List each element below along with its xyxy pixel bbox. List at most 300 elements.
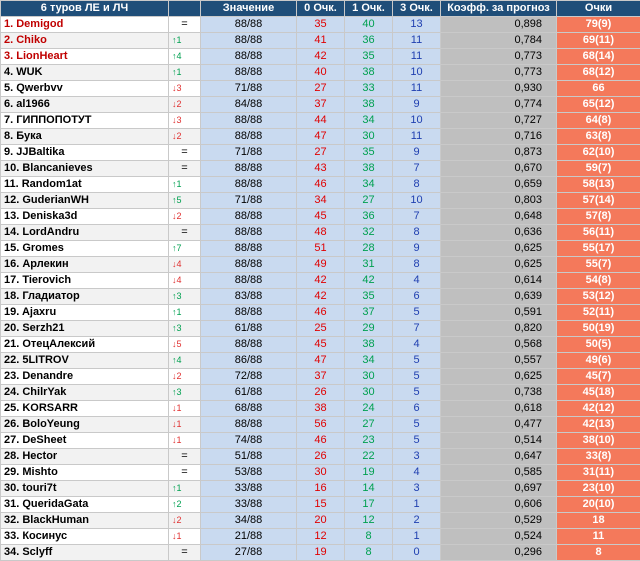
- arrow-up-icon: ↑1: [172, 307, 182, 317]
- table-row: [1, 369, 640, 385]
- equal-sign: =: [172, 465, 197, 480]
- coefficient-value: 0,296: [441, 545, 557, 561]
- coefficient-value: 0,647: [441, 449, 557, 465]
- player-name: 29. Mishto: [1, 465, 169, 481]
- coefficient-value: 0,774: [441, 97, 557, 113]
- equal-sign: =: [172, 449, 197, 464]
- zero-points-count: 30: [297, 465, 345, 481]
- player-name: 4. WUK: [1, 65, 169, 81]
- player-name: 17. Tierovich: [1, 273, 169, 289]
- coefficient-value: 0,585: [441, 465, 557, 481]
- three-points-count: 4: [393, 337, 441, 353]
- table-row: [1, 241, 640, 257]
- games-value: 88/88: [201, 241, 297, 257]
- zero-points-count: 46: [297, 305, 345, 321]
- zero-points-count: 46: [297, 177, 345, 193]
- one-point-count: 30: [345, 129, 393, 145]
- player-name: 21. ОтецАлексий: [1, 337, 169, 353]
- player-name: 12. GuderianWH: [1, 193, 169, 209]
- one-point-count: 34: [345, 353, 393, 369]
- points-value: 50(19): [557, 321, 640, 337]
- points-value: 42(13): [557, 417, 640, 433]
- coefficient-value: 0,727: [441, 113, 557, 129]
- zero-points-count: 12: [297, 529, 345, 545]
- rank-change: [169, 161, 201, 177]
- player-name: 24. ChilrYak: [1, 385, 169, 401]
- three-points-count: 9: [393, 145, 441, 161]
- games-value: 88/88: [201, 17, 297, 33]
- zero-points-count: 46: [297, 433, 345, 449]
- one-point-count: 38: [345, 65, 393, 81]
- zero-points-count: 15: [297, 497, 345, 513]
- one-point-count: 27: [345, 417, 393, 433]
- coefficient-value: 0,784: [441, 33, 557, 49]
- games-value: 53/88: [201, 465, 297, 481]
- equal-sign: =: [172, 17, 197, 32]
- games-value: 88/88: [201, 33, 297, 49]
- one-point-count: 23: [345, 433, 393, 449]
- three-points-count: 11: [393, 129, 441, 145]
- three-points-count: 4: [393, 465, 441, 481]
- one-point-count: 37: [345, 305, 393, 321]
- coefficient-value: 0,618: [441, 401, 557, 417]
- zero-points-count: 47: [297, 129, 345, 145]
- points-value: 64(8): [557, 113, 640, 129]
- one-point-count: 30: [345, 385, 393, 401]
- table-row: [1, 529, 640, 545]
- points-value: 42(12): [557, 401, 640, 417]
- player-name: 18. Гладиатор: [1, 289, 169, 305]
- three-points-count: 1: [393, 497, 441, 513]
- player-name: 5. Qwerbvv: [1, 81, 169, 97]
- points-value: 38(10): [557, 433, 640, 449]
- three-points-count: 9: [393, 241, 441, 257]
- player-name: 16. Арлекин: [1, 257, 169, 273]
- rank-change: [169, 449, 201, 465]
- arrow-up-icon: ↑1: [172, 483, 182, 493]
- zero-points-count: 51: [297, 241, 345, 257]
- table-row: [1, 17, 640, 33]
- rank-change: [169, 225, 201, 241]
- arrow-up-icon: ↑3: [172, 387, 182, 397]
- table-row: [1, 113, 640, 129]
- zero-points-count: 16: [297, 481, 345, 497]
- rank-change: [169, 433, 201, 449]
- zero-points-count: 47: [297, 353, 345, 369]
- equal-sign: =: [172, 161, 197, 176]
- table-row: [1, 81, 640, 97]
- points-value: 20(10): [557, 497, 640, 513]
- points-value: 23(10): [557, 481, 640, 497]
- one-point-count: 27: [345, 193, 393, 209]
- three-points-count: 5: [393, 353, 441, 369]
- coefficient-value: 0,591: [441, 305, 557, 321]
- arrow-down-icon: ↓1: [172, 435, 182, 445]
- points-value: 58(13): [557, 177, 640, 193]
- arrow-up-icon: ↑3: [172, 323, 182, 333]
- arrow-down-icon: ↓5: [172, 339, 182, 349]
- games-value: 88/88: [201, 257, 297, 273]
- games-value: 71/88: [201, 81, 297, 97]
- player-name: 27. DeSheet: [1, 433, 169, 449]
- coefficient-value: 0,636: [441, 225, 557, 241]
- header-row: [1, 1, 640, 17]
- one-point-count: 24: [345, 401, 393, 417]
- zero-points-count: 37: [297, 369, 345, 385]
- one-point-count: 35: [345, 289, 393, 305]
- arrow-up-icon: ↑3: [172, 291, 182, 301]
- arrow-down-icon: ↓3: [172, 115, 182, 125]
- coefficient-value: 0,514: [441, 433, 557, 449]
- zero-points-count: 45: [297, 337, 345, 353]
- table-row: [1, 193, 640, 209]
- rank-change: [169, 81, 201, 97]
- rank-change: [169, 241, 201, 257]
- player-name: 3. LionHeart: [1, 49, 169, 65]
- one-point-count: 17: [345, 497, 393, 513]
- coefficient-value: 0,697: [441, 481, 557, 497]
- three-points-count: 1: [393, 529, 441, 545]
- zero-points-count: 42: [297, 273, 345, 289]
- zero-points-count: 49: [297, 257, 345, 273]
- rank-change: [169, 401, 201, 417]
- table-body: [1, 17, 640, 561]
- player-name: 30. touri7t: [1, 481, 169, 497]
- coefficient-value: 0,639: [441, 289, 557, 305]
- games-value: 86/88: [201, 353, 297, 369]
- three-points-count: 11: [393, 49, 441, 65]
- points-value: 68(12): [557, 65, 640, 81]
- arrow-down-icon: ↓2: [172, 131, 182, 141]
- three-points-count: 9: [393, 97, 441, 113]
- arrow-up-icon: ↑5: [172, 195, 182, 205]
- zero-points-count: 43: [297, 161, 345, 177]
- one-point-count: 42: [345, 273, 393, 289]
- table-row: [1, 337, 640, 353]
- games-value: 33/88: [201, 497, 297, 513]
- points-value: 52(11): [557, 305, 640, 321]
- arrow-up-icon: ↑1: [172, 35, 182, 45]
- table-row: [1, 209, 640, 225]
- zero-points-count: 19: [297, 545, 345, 561]
- points-value: 59(7): [557, 161, 640, 177]
- one-point-count: 35: [345, 49, 393, 65]
- rank-change: [169, 385, 201, 401]
- three-points-count: 5: [393, 433, 441, 449]
- table-row: [1, 545, 640, 561]
- one-point-count: 36: [345, 209, 393, 225]
- table-row: [1, 513, 640, 529]
- rank-change: [169, 289, 201, 305]
- player-name: 11. Random1at: [1, 177, 169, 193]
- player-name: 15. Gromes: [1, 241, 169, 257]
- rank-change: [169, 97, 201, 113]
- rank-change: [169, 145, 201, 161]
- points-value: 49(6): [557, 353, 640, 369]
- table-row: [1, 321, 640, 337]
- coefficient-value: 0,716: [441, 129, 557, 145]
- table-row: [1, 289, 640, 305]
- table-row: [1, 129, 640, 145]
- player-name: 1. Demigod: [1, 17, 169, 33]
- table-row: [1, 497, 640, 513]
- one-point-count: 34: [345, 177, 393, 193]
- rank-change: [169, 513, 201, 529]
- player-name: 25. KORSARR: [1, 401, 169, 417]
- rank-change: [169, 321, 201, 337]
- zero-points-count: 27: [297, 145, 345, 161]
- games-value: 72/88: [201, 369, 297, 385]
- three-points-count: 8: [393, 257, 441, 273]
- three-points-count: 7: [393, 321, 441, 337]
- one-point-count: 38: [345, 161, 393, 177]
- rank-change: [169, 529, 201, 545]
- zero-points-count: 26: [297, 385, 345, 401]
- coefficient-value: 0,648: [441, 209, 557, 225]
- player-name: 32. BlackHuman: [1, 513, 169, 529]
- arrow-up-icon: ↑7: [172, 243, 182, 253]
- table-row: [1, 97, 640, 113]
- points-value: 65(12): [557, 97, 640, 113]
- table-row: [1, 257, 640, 273]
- player-name: 19. Ajaxru: [1, 305, 169, 321]
- three-points-count: 5: [393, 305, 441, 321]
- games-value: 84/88: [201, 97, 297, 113]
- one-point-count: 38: [345, 97, 393, 113]
- zero-points-count: 20: [297, 513, 345, 529]
- one-point-count: 19: [345, 465, 393, 481]
- coefficient-value: 0,625: [441, 241, 557, 257]
- games-value: 88/88: [201, 305, 297, 321]
- arrow-down-icon: ↓1: [172, 419, 182, 429]
- games-value: 88/88: [201, 177, 297, 193]
- points-value: 50(5): [557, 337, 640, 353]
- one-point-count: 14: [345, 481, 393, 497]
- player-name: 13. Deniska3d: [1, 209, 169, 225]
- three-points-count: 10: [393, 193, 441, 209]
- points-value: 45(18): [557, 385, 640, 401]
- three-points-count: 7: [393, 209, 441, 225]
- three-points-count: 10: [393, 113, 441, 129]
- arrow-up-icon: ↑4: [172, 51, 182, 61]
- rank-change: [169, 209, 201, 225]
- one-point-count: 28: [345, 241, 393, 257]
- three-points-count: 3: [393, 481, 441, 497]
- coefficient-value: 0,477: [441, 417, 557, 433]
- equal-sign: =: [172, 225, 197, 240]
- zero-points-count: 40: [297, 65, 345, 81]
- zero-points-count: 45: [297, 209, 345, 225]
- player-name: 6. al1966: [1, 97, 169, 113]
- one-point-count: 35: [345, 145, 393, 161]
- rank-change: [169, 337, 201, 353]
- table-row: [1, 65, 640, 81]
- coefficient-value: 0,625: [441, 369, 557, 385]
- table-row: [1, 401, 640, 417]
- header-coefficient: Коэфф. за прогноз: [441, 1, 557, 17]
- player-name: 31. QueridaGata: [1, 497, 169, 513]
- three-points-count: 6: [393, 401, 441, 417]
- games-value: 83/88: [201, 289, 297, 305]
- table-row: [1, 353, 640, 369]
- points-value: 33(8): [557, 449, 640, 465]
- games-value: 33/88: [201, 481, 297, 497]
- one-point-count: 8: [345, 545, 393, 561]
- three-points-count: 4: [393, 273, 441, 289]
- one-point-count: 38: [345, 337, 393, 353]
- zero-points-count: 25: [297, 321, 345, 337]
- games-value: 88/88: [201, 337, 297, 353]
- rank-change: [169, 353, 201, 369]
- arrow-up-icon: ↑1: [172, 179, 182, 189]
- header-change: [169, 1, 201, 17]
- rank-change: [169, 497, 201, 513]
- table-row: [1, 305, 640, 321]
- three-points-count: 3: [393, 449, 441, 465]
- three-points-count: 5: [393, 417, 441, 433]
- zero-points-count: 41: [297, 33, 345, 49]
- coefficient-value: 0,820: [441, 321, 557, 337]
- rank-change: [169, 545, 201, 561]
- points-value: 55(7): [557, 257, 640, 273]
- table-row: [1, 145, 640, 161]
- header-value: Значение: [201, 1, 297, 17]
- rank-change: [169, 113, 201, 129]
- table-row: [1, 433, 640, 449]
- player-name: 2. Chiko: [1, 33, 169, 49]
- zero-points-count: 44: [297, 113, 345, 129]
- games-value: 61/88: [201, 321, 297, 337]
- table-row: [1, 465, 640, 481]
- coefficient-value: 0,659: [441, 177, 557, 193]
- games-value: 51/88: [201, 449, 297, 465]
- arrow-up-icon: ↑1: [172, 67, 182, 77]
- coefficient-value: 0,524: [441, 529, 557, 545]
- table-row: [1, 417, 640, 433]
- arrow-down-icon: ↓2: [172, 211, 182, 221]
- three-points-count: 7: [393, 161, 441, 177]
- arrow-down-icon: ↓1: [172, 531, 182, 541]
- rank-change: [169, 305, 201, 321]
- header-three-points: 3 Очк.: [393, 1, 441, 17]
- points-value: 31(11): [557, 465, 640, 481]
- points-value: 53(12): [557, 289, 640, 305]
- rank-change: [169, 369, 201, 385]
- coefficient-value: 0,568: [441, 337, 557, 353]
- arrow-down-icon: ↓1: [172, 403, 182, 413]
- coefficient-value: 0,773: [441, 49, 557, 65]
- games-value: 34/88: [201, 513, 297, 529]
- table-row: [1, 273, 640, 289]
- zero-points-count: 37: [297, 97, 345, 113]
- table-row: [1, 225, 640, 241]
- player-name: 9. JJBaltika: [1, 145, 169, 161]
- coefficient-value: 0,773: [441, 65, 557, 81]
- zero-points-count: 42: [297, 289, 345, 305]
- points-value: 57(8): [557, 209, 640, 225]
- games-value: 61/88: [201, 385, 297, 401]
- rank-change: [169, 65, 201, 81]
- games-value: 74/88: [201, 433, 297, 449]
- player-name: 28. Hector: [1, 449, 169, 465]
- arrow-down-icon: ↓4: [172, 259, 182, 269]
- zero-points-count: 56: [297, 417, 345, 433]
- games-value: 88/88: [201, 417, 297, 433]
- rank-change: [169, 17, 201, 33]
- points-value: 63(8): [557, 129, 640, 145]
- equal-sign: =: [172, 145, 197, 160]
- player-name: 7. ГИППОПОТУТ: [1, 113, 169, 129]
- arrow-up-icon: ↑4: [172, 355, 182, 365]
- coefficient-value: 0,898: [441, 17, 557, 33]
- three-points-count: 13: [393, 17, 441, 33]
- zero-points-count: 42: [297, 49, 345, 65]
- arrow-down-icon: ↓2: [172, 371, 182, 381]
- points-value: 56(11): [557, 225, 640, 241]
- rank-change: [169, 49, 201, 65]
- games-value: 88/88: [201, 49, 297, 65]
- arrow-down-icon: ↓4: [172, 275, 182, 285]
- points-value: 69(11): [557, 33, 640, 49]
- points-value: 45(7): [557, 369, 640, 385]
- games-value: 88/88: [201, 65, 297, 81]
- one-point-count: 22: [345, 449, 393, 465]
- table-row: [1, 385, 640, 401]
- table-row: [1, 177, 640, 193]
- coefficient-value: 0,670: [441, 161, 557, 177]
- arrow-down-icon: ↓2: [172, 99, 182, 109]
- games-value: 27/88: [201, 545, 297, 561]
- player-name: 8. Бука: [1, 129, 169, 145]
- points-value: 57(14): [557, 193, 640, 209]
- player-name: 20. Serzh21: [1, 321, 169, 337]
- player-name: 22. 5LITROV: [1, 353, 169, 369]
- one-point-count: 36: [345, 33, 393, 49]
- three-points-count: 6: [393, 289, 441, 305]
- three-points-count: 11: [393, 33, 441, 49]
- header-title: 6 туров ЛЕ и ЛЧ: [1, 1, 169, 17]
- points-value: 66: [557, 81, 640, 97]
- three-points-count: 0: [393, 545, 441, 561]
- one-point-count: 32: [345, 225, 393, 241]
- header-points: Очки: [557, 1, 640, 17]
- games-value: 71/88: [201, 193, 297, 209]
- three-points-count: 8: [393, 225, 441, 241]
- points-value: 18: [557, 513, 640, 529]
- points-value: 62(10): [557, 145, 640, 161]
- coefficient-value: 0,930: [441, 81, 557, 97]
- games-value: 88/88: [201, 113, 297, 129]
- games-value: 68/88: [201, 401, 297, 417]
- one-point-count: 12: [345, 513, 393, 529]
- zero-points-count: 26: [297, 449, 345, 465]
- three-points-count: 5: [393, 369, 441, 385]
- zero-points-count: 35: [297, 17, 345, 33]
- player-name: 34. Sclyff: [1, 545, 169, 561]
- one-point-count: 29: [345, 321, 393, 337]
- coefficient-value: 0,803: [441, 193, 557, 209]
- points-value: 68(14): [557, 49, 640, 65]
- one-point-count: 31: [345, 257, 393, 273]
- coefficient-value: 0,738: [441, 385, 557, 401]
- games-value: 71/88: [201, 145, 297, 161]
- coefficient-value: 0,625: [441, 257, 557, 273]
- rank-change: [169, 193, 201, 209]
- table-row: [1, 449, 640, 465]
- points-value: 79(9): [557, 17, 640, 33]
- table-row: [1, 33, 640, 49]
- table-row: [1, 49, 640, 65]
